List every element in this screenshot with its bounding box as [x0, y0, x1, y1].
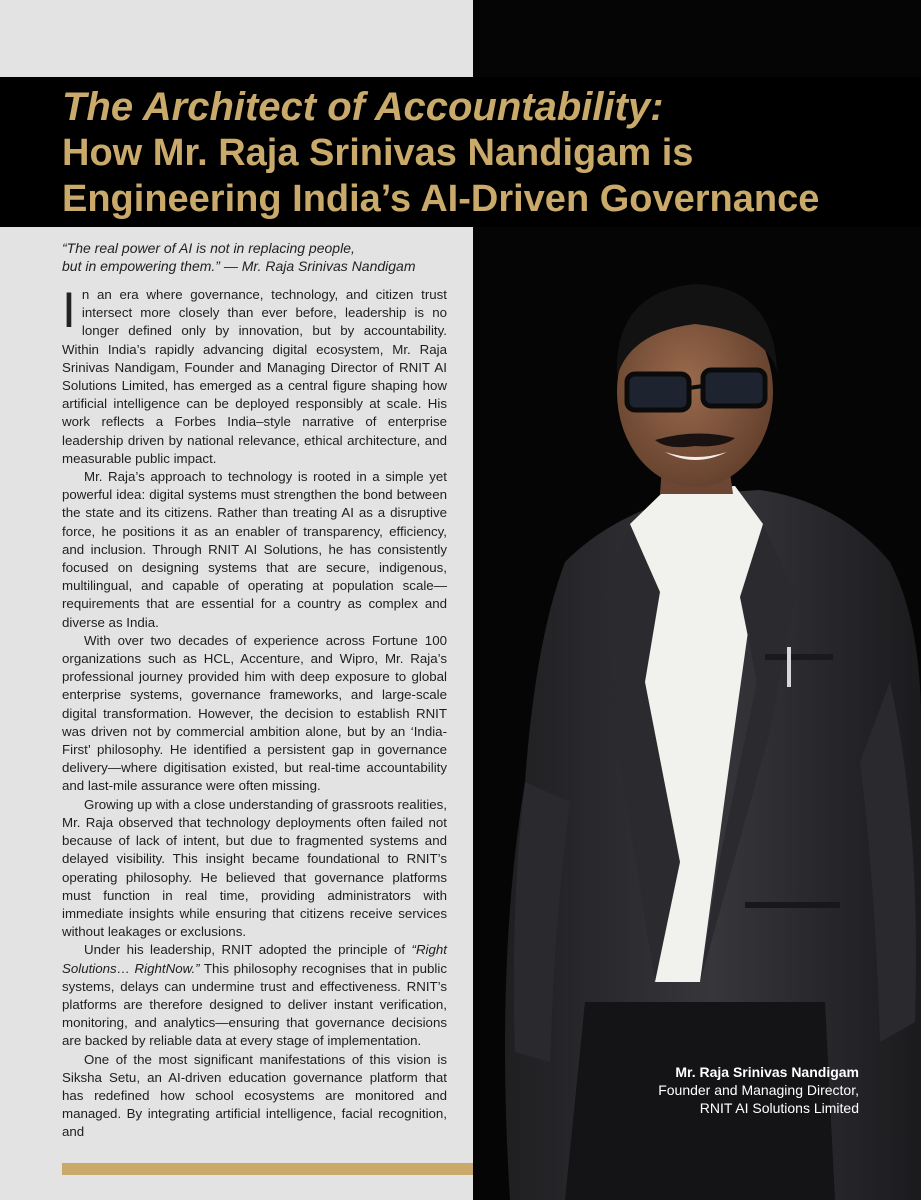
- caption-name: Mr. Raja Srinivas Nandigam: [675, 1064, 859, 1080]
- pull-quote-line-2: but in empowering them.” — Mr. Raja Srinivas Nandigam: [62, 258, 416, 274]
- photo-caption: [658, 1063, 859, 1117]
- gold-rule: [62, 1163, 473, 1175]
- article-body: [62, 282, 447, 1142]
- paragraph-5-quote: “Right Solutions… RightNow.”: [62, 942, 447, 976]
- title-line-1: The Architect of Accountability:: [62, 85, 664, 129]
- article-title: [62, 84, 902, 222]
- paragraph-1-text: n an era where governance, technology, and citizen trust intersect more closely than ever before, leadership is no longer defined only by innovation, but by accountability. Within India’s rapidly advancing digital ecosystem, Mr. Raja Srinivas Nandigam, Founder and Managing Director of RNIT AI Solutions Limited, has emerged as a central figure shaping how artificial intelligence can be deployed responsibly at scale. His work reflects a Forbes India–style narrative of enterprise leadership driven by national relevance, ethical architecture, and measurable public impact.: [62, 287, 447, 466]
- title-line-2: How Mr. Raja Srinivas Nandigam is: [62, 132, 694, 174]
- paragraph-5-end: This philosophy recognises that in public systems, delays can undermine trust and effectiveness. RNIT’s platforms are therefore designed to deliver instant verification, monitoring, and analytics—ensuring that governance decisions are backed by reliable data at every stage of implementation.: [62, 960, 447, 1049]
- paragraph-2: Mr. Raja’s approach to technology is rooted in a simple yet powerful idea: digital systems must strengthen the bond between the state and its citizens. Rather than treating AI as a disruptive force, he positions it as an enabler of transparency, efficiency, and inclusion. Through RNIT AI Solutions, he has consistently focused on designing systems that are secure, indigenous, multilingual, and capable of operating at population scale—requirements that are essential for a country as complex and diverse as India.: [62, 469, 447, 630]
- paragraph-3: With over two decades of experience across Fortune 100 organizations such as HCL, Accenture, and Wipro, Mr. Raja’s professional journey provided him with deep exposure to global enterprise systems, governance frameworks, and large-scale digital transformation. However, the decision to establish RNIT was driven not by commercial ambition alone, but by an ‘India-First’ philosophy. He identified a persistent gap in governance delivery—where digitisation existed, but real-time accountability and last-mile assurance were often missing.: [62, 632, 447, 794]
- paragraph-4: Growing up with a close understanding of grassroots realities, Mr. Raja observed that technology deployments often failed not because of lack of intent, but due to fragmented systems and delayed visibility. This insight became foundational to RNIT’s operating philosophy. He believed that governance platforms must function in real time, providing administrators with immediate insights while ensuring that citizens receive services without leakages or exclusions.: [62, 796, 447, 940]
- paragraph-5: [62, 941, 447, 1050]
- paragraph-5-start: Under his leadership, RNIT adopted the principle of: [84, 942, 412, 958]
- paragraph-1: [62, 282, 447, 468]
- paragraph-6: One of the most significant manifestations of this vision is Siksha Setu, an AI-driven education governance platform that has redefined how school ecosystems are monitored and managed. By integrating artificial intelligence, facial recognition, and: [62, 1051, 447, 1140]
- pull-quote-line-1: “The real power of AI is not in replacing people,: [62, 240, 355, 256]
- title-line-3: Engineering India’s AI-Driven Governance: [62, 178, 820, 220]
- portrait-photo: [495, 262, 921, 1200]
- caption-company: RNIT AI Solutions Limited: [699, 1100, 859, 1116]
- caption-role: Founder and Managing Director,: [658, 1082, 859, 1098]
- drop-cap: I: [62, 282, 76, 338]
- pull-quote: [62, 239, 462, 275]
